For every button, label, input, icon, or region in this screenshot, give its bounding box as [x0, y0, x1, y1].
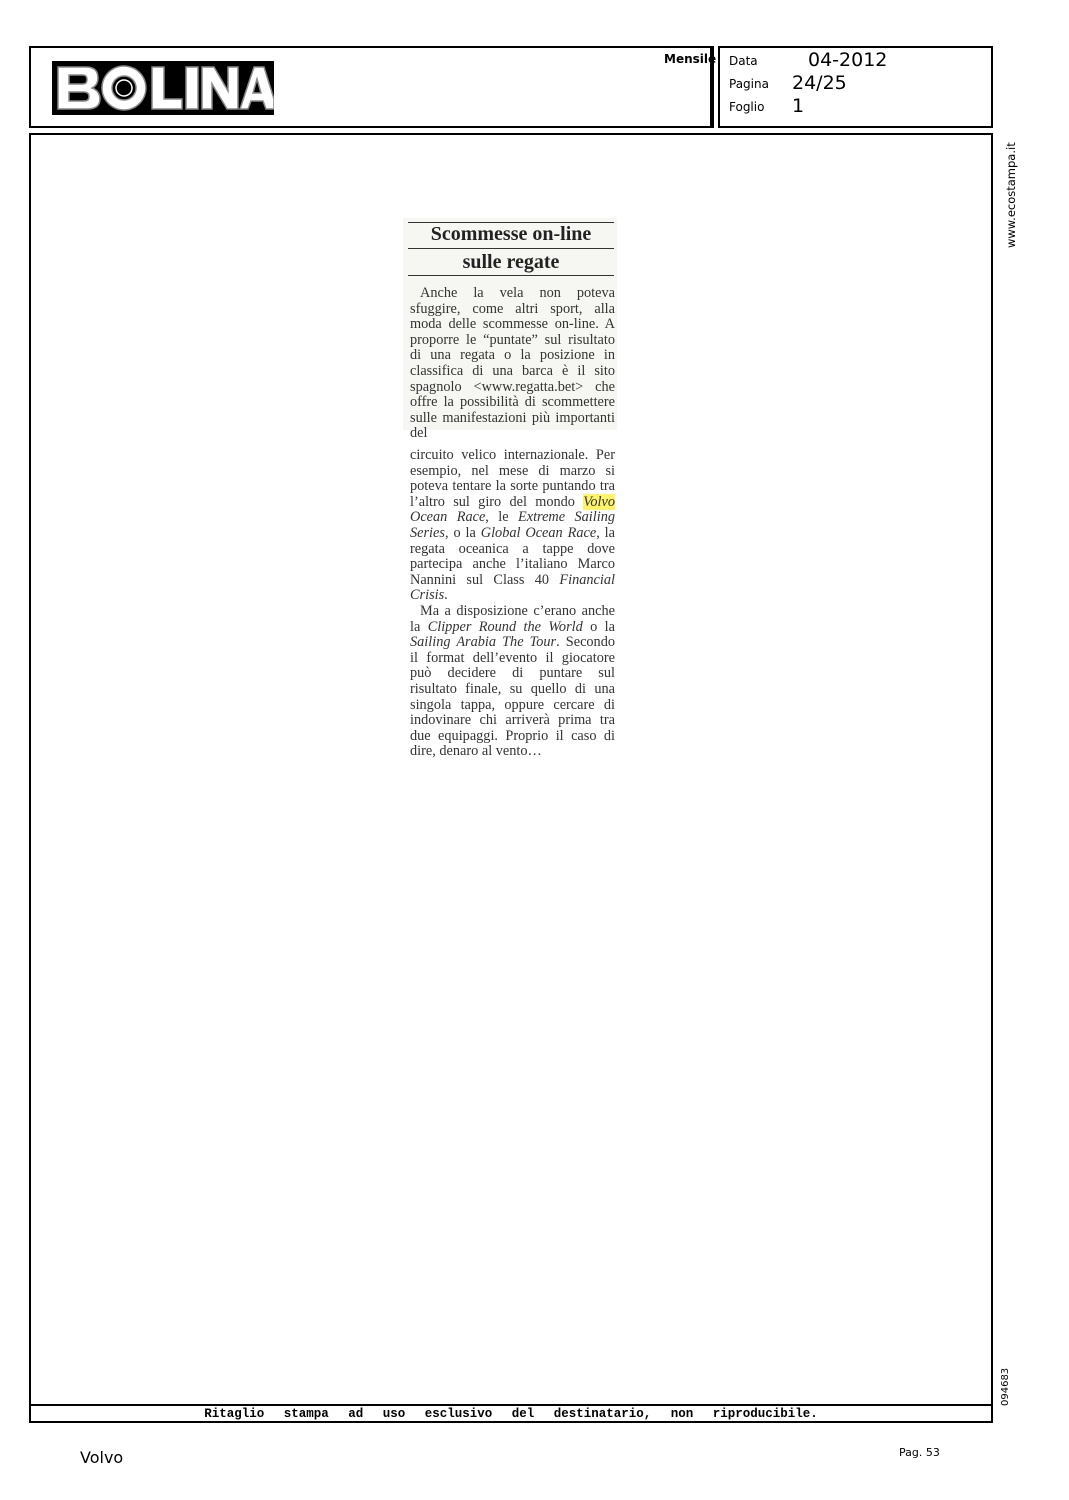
bolina-logo	[52, 61, 274, 115]
foglio-value: 1	[792, 95, 805, 117]
title-rule-middle	[408, 248, 614, 249]
p2-text-e: , o la	[444, 524, 481, 541]
article-column-bottom	[410, 448, 615, 760]
p3-text-c: o la	[582, 618, 615, 635]
periodicity-label: Mensile	[664, 52, 717, 66]
p3-text-e: . Secondo il format dell’evento il giocatore può decidere di puntare sul risultato finale, su quello di una singola tappa, oppure cercare di indovinare chi arriverà prima tra due equipaggi. Proprio il caso di dire, denaro al vento…	[410, 634, 616, 760]
pagina-label: Pagina	[729, 77, 769, 91]
p2-italic-race: Ocean Race	[410, 509, 486, 526]
highlighted-keyword: Volvo	[583, 493, 615, 510]
article-title-line1: Scommesse on-line	[430, 223, 592, 245]
data-label: Data	[729, 54, 758, 68]
p2-text-g: , la regata oceanica a tappe dove partecipa anche l’italiano Marco Nannini sul Class 40	[410, 524, 615, 588]
article-paragraph-3	[410, 604, 615, 760]
article-paragraph-1: Anche la vela non poteva sfuggire, come altri sport, alla moda delle scommesse on-line. A proporre le “puntate” sul risultato di una regata o la posizione in classifica di una barca è il sito spagnolo <www.regatta.bet> che offre la possibilità di scommettere sulle manifestazioni più importanti del	[410, 285, 615, 442]
p2-italic-global: Global Ocean Race	[480, 524, 597, 541]
p2-italic-financial: Financial Crisis	[410, 571, 615, 604]
p3-italic-arabia: Sailing Arabia The Tour	[410, 634, 557, 651]
data-value: 04-2012	[808, 49, 888, 71]
foglio-label: Foglio	[729, 100, 765, 114]
p2-text-i: .	[444, 587, 448, 604]
title-rule-bottom	[408, 275, 614, 276]
code-text: 094683	[1000, 1367, 1011, 1406]
page-number: Pag. 53	[899, 1446, 940, 1459]
p2-text-a: circuito velico internazionale. Per esempio, nel mese di marzo si poteva tentare la sorte puntando tra l’altro sul giro del mondo	[410, 447, 615, 510]
website-vertical	[1004, 142, 1018, 248]
p2-italic-extreme: Extreme Sailing Series	[410, 509, 616, 541]
p2-text-c: , le	[485, 509, 518, 526]
website-text: www.ecostampa.it	[1004, 142, 1018, 248]
bolina-logo-graphic	[52, 61, 274, 115]
code-vertical	[1000, 1368, 1014, 1408]
disclaimer-text: Ritaglio stampa ad uso esclusivo del destinatario, non riproducibile.	[204, 1407, 818, 1421]
footer-divider	[29, 1404, 993, 1406]
pagina-value: 24/25	[792, 72, 847, 94]
article-column-top	[410, 286, 615, 442]
p3-text-a: Ma a disposizione c’erano anche la	[410, 602, 615, 635]
article-title-line2: sulle regate	[462, 251, 560, 273]
keyword-footer: Volvo	[80, 1448, 124, 1467]
p3-italic-clipper: Clipper Round the World	[427, 618, 583, 635]
article-paragraph-2	[410, 448, 615, 604]
